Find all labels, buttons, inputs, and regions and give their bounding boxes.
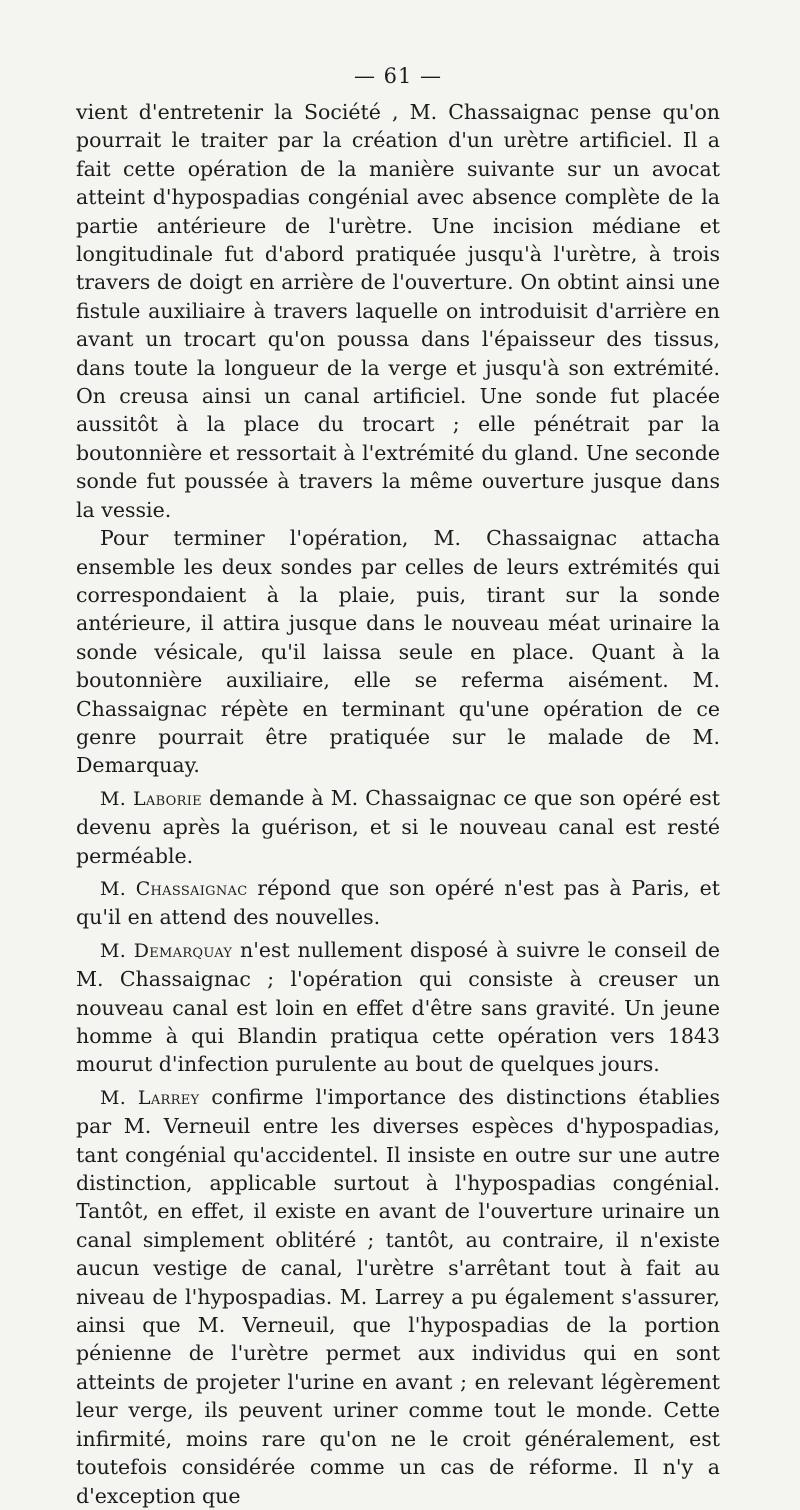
speaker-name: M. Laborie [100, 787, 202, 810]
paragraph-operation-end: Pour terminer l'opération, M. Chassaignac attacha ensemble les deux sondes par celles de leurs extrémités qui correspondaient à la plaie, puis, tirant sur la sonde antérieure, il attira jusque dans le nouveau méat urinaire la sonde vésicale, qu'il laissa seule en place. Quant à la boutonnière auxiliaire, elle se referma aisément. M. Chassaignac répète en terminant qu'une opération de ce genre pourrait être pratiquée sur le malade de M. Demarquay. [76, 526, 720, 778]
intervention-text: répond que son opéré n'est pas à Paris, et qu'il en attend des nouvelles. [76, 875, 720, 930]
speaker-name: M. Larrey [100, 1086, 200, 1109]
intervention-text: demande à M. Chassaignac ce que son opéré est devenu après la guérison, et si le nouveau canal est resté perméable. [76, 785, 720, 868]
intervention-text: n'est nullement disposé à suivre le conseil de M. Chassaignac ; l'opération qui consiste à creuser un nouveau canal est loin en effet d'être sans gravité. Un jeune homme à qui Blandin pratiqua cette opération vers 1843 mourut d'infection purulente au bout de quelques jours. [76, 937, 720, 1077]
intervention-text: confirme l'importance des distinctions établies par M. Verneuil entre les diverses espèces d'hypospadias, tant congénial qu'accidentel. Il insiste en outre sur une autre distinction, applicable surtout à l'hypospadias congénial. Tantôt, en effet, il existe en avant de l'ouverture urinaire un canal simplement oblitéré ; tantôt, au contraire, il n'existe aucun vestige de canal, l'urètre s'arrêtant tout à fait au niveau de l'hypospadias. M. Larrey a pu également s'assurer, ainsi que M. Verneuil, que l'hypospadias de la portion pénienne de l'urètre permet aux individus qui en sont atteints de projeter l'urine en avant ; en relevant légèrement leur verge, ils peuvent uriner comme tout le monde. Cette infirmité, moins rare qu'on ne le croit généralement, est toutefois considérée comme un cas de réforme. Il n'y a d'exception que [76, 1084, 720, 1508]
paragraph-continuation: vient d'entretenir la Société , M. Chassaignac pense qu'on pourrait le traiter par la création d'un urètre artificiel. Il a fait cette opération de la manière suivante sur un avocat atteint d'hypospadias congénial avec absence complète de la partie antérieure de l'urètre. Une incision médiane et longitudinale fut d'abord pratiquée jusqu'à l'urètre, à trois travers de doigt en arrière de l'ouverture. On obtint ainsi une fistule auxiliaire à travers laquelle on introduisit d'arrière en avant un trocart qu'on poussa dans l'épaisseur des tissus, dans toute la longueur de la verge et jusqu'à son extrémité. On creusa ainsi un canal artificiel. Une sonde fut placée aussitôt à la place du trocart ; elle pénétrait par la boutonnière et ressortait à l'extrémité du gland. Une seconde sonde fut poussée à travers la même ouverture jusque dans la vessie. [76, 100, 720, 522]
intervention-laborie [76, 784, 720, 870]
intervention-larrey [76, 1083, 720, 1510]
intervention-demarquay [76, 936, 720, 1079]
speaker-name: M. Demarquay [100, 939, 233, 962]
page-number: — 61 — [353, 64, 443, 88]
intervention-chassaignac [76, 874, 720, 932]
speaker-name: M. Chassaignac [100, 877, 248, 900]
